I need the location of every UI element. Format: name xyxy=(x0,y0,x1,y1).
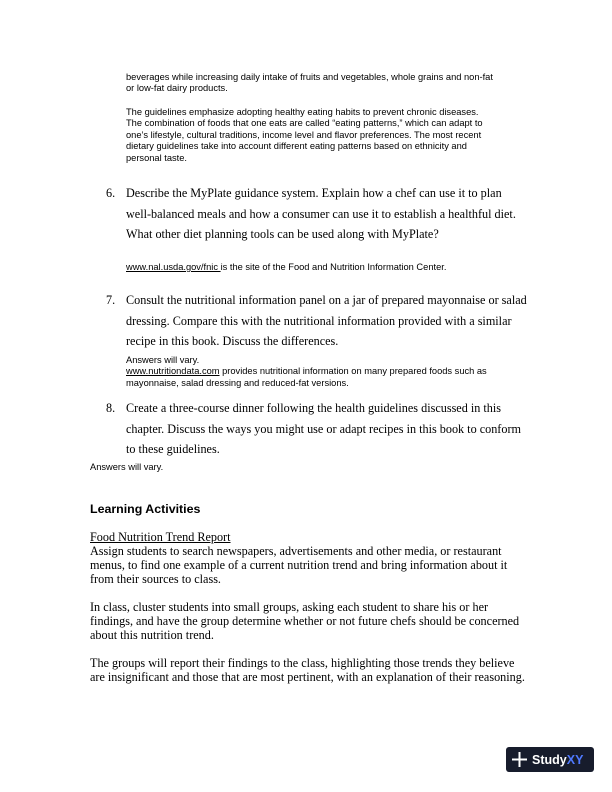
section-heading: Learning Activities xyxy=(90,502,201,516)
text-line: findings, and have the group determine whether or not future chefs should be concerned xyxy=(90,614,520,628)
text-line: menus, to find one example of a current nutrition trend and bring information about it xyxy=(90,558,508,572)
answer-block-intro xyxy=(126,72,566,95)
question-6-answer xyxy=(126,262,576,273)
question-line: dressing. Compare this with the nutritional information provided with a similar xyxy=(126,313,512,328)
answer-line: mayonnaise, salad dressing and reduced-fat versions. xyxy=(126,377,349,388)
text-line: Assign students to search newspapers, advertisements and other media, or restaurant xyxy=(90,544,502,558)
question-line: to these guidelines. xyxy=(126,442,220,457)
question-line: well-balanced meals and how a consumer can use it to establish a healthful diet. xyxy=(126,206,516,221)
text-line: or low-fat dairy products. xyxy=(126,83,228,94)
text-line: about this nutrition trend. xyxy=(90,628,214,642)
badge-text-accent: XY xyxy=(566,752,584,767)
question-line: Describe the MyPlate guidance system. Explain how a chef can use it to plan xyxy=(126,186,502,200)
paragraph-2 xyxy=(90,600,595,642)
text-line: beverages while increasing daily intake of fruits and vegetables, whole grains and non-fat xyxy=(126,72,493,82)
question-line: chapter. Discuss the ways you might use or adapt recipes in this book to conform xyxy=(126,421,521,436)
question-line: What other diet planning tools can be used along with MyPlate? xyxy=(126,227,439,242)
text-line: one’s lifestyle, cultural traditions, income level and flavor preferences. The most recent xyxy=(126,129,482,140)
studyxy-badge[interactable] xyxy=(506,747,594,772)
paragraph-1 xyxy=(90,544,595,586)
question-line: Consult the nutritional information panel on a jar of prepared mayonnaise or salad xyxy=(126,293,527,307)
question-line: recipe in this book. Discuss the differences. xyxy=(126,334,339,349)
question-8-answer: Answers will vary. xyxy=(90,462,164,472)
text-line: In class, cluster students into small groups, asking each student to share his or her xyxy=(90,600,489,614)
question-number: 8. xyxy=(106,401,116,415)
text-line: are insignificant and those that are most pertinent, with an explanation of their reasoning. xyxy=(90,670,525,684)
question-7 xyxy=(106,290,576,352)
text-line: personal taste. xyxy=(126,152,187,163)
question-number: 6. xyxy=(106,186,116,200)
badge-text-main: Study xyxy=(532,752,567,767)
question-line: Create a three-course dinner following the health guidelines discussed in this xyxy=(126,401,501,415)
activity-title: Food Nutrition Trend Report xyxy=(90,530,231,544)
answer-text: is the site of the Food and Nutrition Information Center. xyxy=(220,262,447,272)
text-line: dietary guidelines take into account different eating patterns based on ethnicity and xyxy=(126,141,467,152)
paragraph-3 xyxy=(90,656,595,684)
question-number: 7. xyxy=(106,293,116,307)
nutritiondata-link[interactable]: www.nutritiondata.com xyxy=(126,366,220,377)
answer-text: provides nutritional information on many prepared foods such as xyxy=(219,366,487,377)
text-line: The combination of foods that one eats are called “eating patterns,” which can adapt to xyxy=(126,118,483,129)
text-line: from their sources to class. xyxy=(90,572,221,586)
question-6 xyxy=(106,183,576,245)
plus-icon xyxy=(512,752,527,767)
question-7-answer xyxy=(126,355,576,389)
question-8 xyxy=(106,398,576,460)
learning-activities-body xyxy=(90,530,595,684)
text-line: The groups will report their findings to the class, highlighting those trends they believe xyxy=(90,656,515,670)
answer-line: Answers will vary. xyxy=(126,355,200,365)
answer-block-guidelines xyxy=(126,107,566,164)
nal-usda-link[interactable]: www.nal.usda.gov/fnic xyxy=(126,262,221,272)
text-line: The guidelines emphasize adopting healthy eating habits to prevent chronic diseases. xyxy=(126,107,479,117)
badge-label xyxy=(532,753,583,767)
